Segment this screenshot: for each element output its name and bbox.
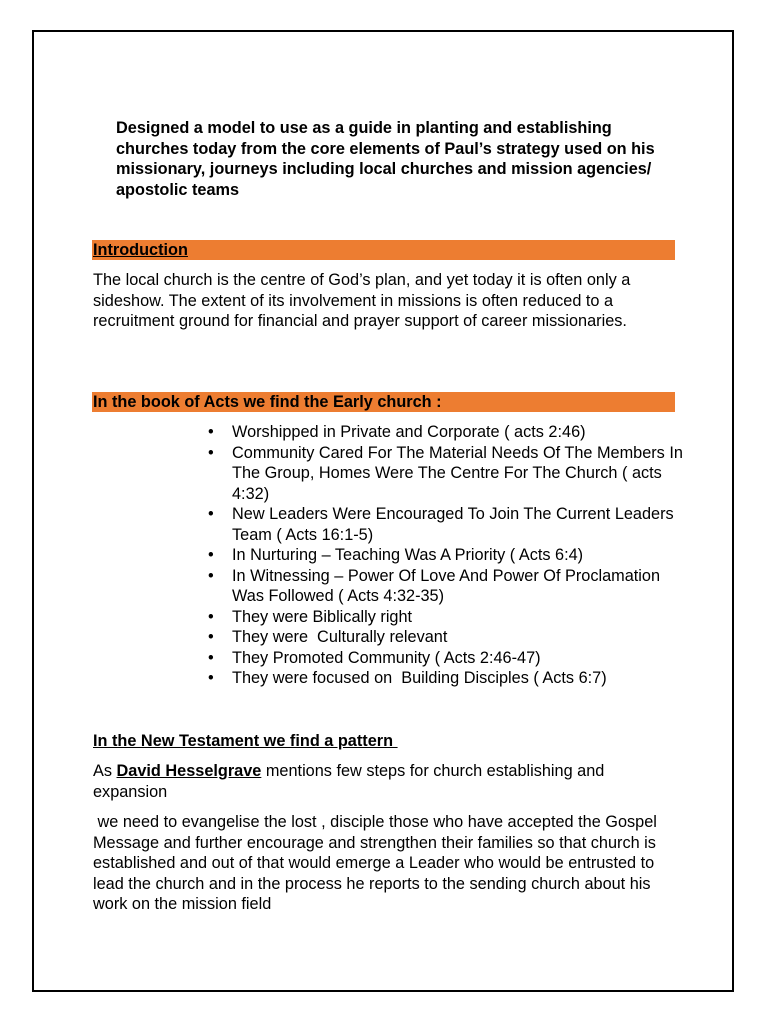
list-item-text: In Nurturing – Teaching Was A Priority ( Acts 6:4) [232,546,584,564]
bullet-icon: • [208,628,214,646]
bullet-icon: • [208,669,214,687]
list-item [208,627,692,648]
list-item-text: In Witnessing – Power Of Love And Power Of Proclamation Was Followed ( Acts 4:32-35) [232,566,661,605]
hesselgrave-paragraph [93,761,683,802]
list-item [208,422,692,443]
list-item-text: They were Culturally relevant [232,628,448,646]
acts-bullet-list [208,422,692,689]
list-item [208,545,692,566]
bullet-icon: • [208,443,214,462]
new-testament-heading: In the New Testament we find a pattern [93,732,398,750]
bullet-icon: • [208,566,214,585]
author-name: David Hesselgrave [116,762,262,780]
introduction-heading-band [92,240,675,260]
acts-heading: In the book of Acts we find the Early church : [93,393,442,411]
introduction-paragraph: The local church is the centre of God’s plan, and yet today it is often only a sideshow. The extent of its involvement in missions is often reduced to a recruitment ground for financial and prayer support of career missionaries. [93,271,631,330]
bullet-icon: • [208,505,214,523]
bullet-icon: • [208,546,214,564]
list-item-text: Worshipped in Private and Corporate ( acts 2:46) [232,423,586,441]
bullet-icon: • [208,648,214,667]
document-title: Designed a model to use as a guide in planting and establishing churches today from the core elements of Paul’s strategy used on his missionary, journeys including local churches and mission agencies/ apostolic teams [116,119,655,199]
list-item-text: They were Biblically right [232,607,413,626]
introduction-heading: Introduction [93,241,188,259]
evangelise-paragraph: we need to evangelise the lost , disciple those who have accepted the Gospel Message and further encourage and strengthen their families so that church is established and out of that would emerge a Leader who would be entrusted to lead the church and in the process he reports to the sending church about his work on the mission field [93,813,662,913]
acts-heading-band [92,392,675,412]
list-item [208,607,692,628]
list-item-text: They Promoted Community ( Acts 2:46-47) [232,648,541,667]
intro-suffix: mentions few steps for church establishing and expansion [93,762,605,801]
list-item [208,648,692,669]
bullet-icon: • [208,607,214,626]
intro-prefix: As [93,762,117,780]
list-item-text: New Leaders Were Encouraged To Join The Current Leaders Team ( Acts 16:1-5) [232,505,674,544]
list-item [208,443,692,505]
list-item [208,668,692,689]
list-item-text: Community Cared For The Material Needs Of The Members In The Group, Homes Were The Centre For The Church ( acts 4:32) [232,443,683,503]
list-item [208,566,692,607]
bullet-icon: • [208,423,214,441]
list-item [208,504,692,545]
list-item-text: They were focused on Building Disciples ( Acts 6:7) [232,669,607,687]
